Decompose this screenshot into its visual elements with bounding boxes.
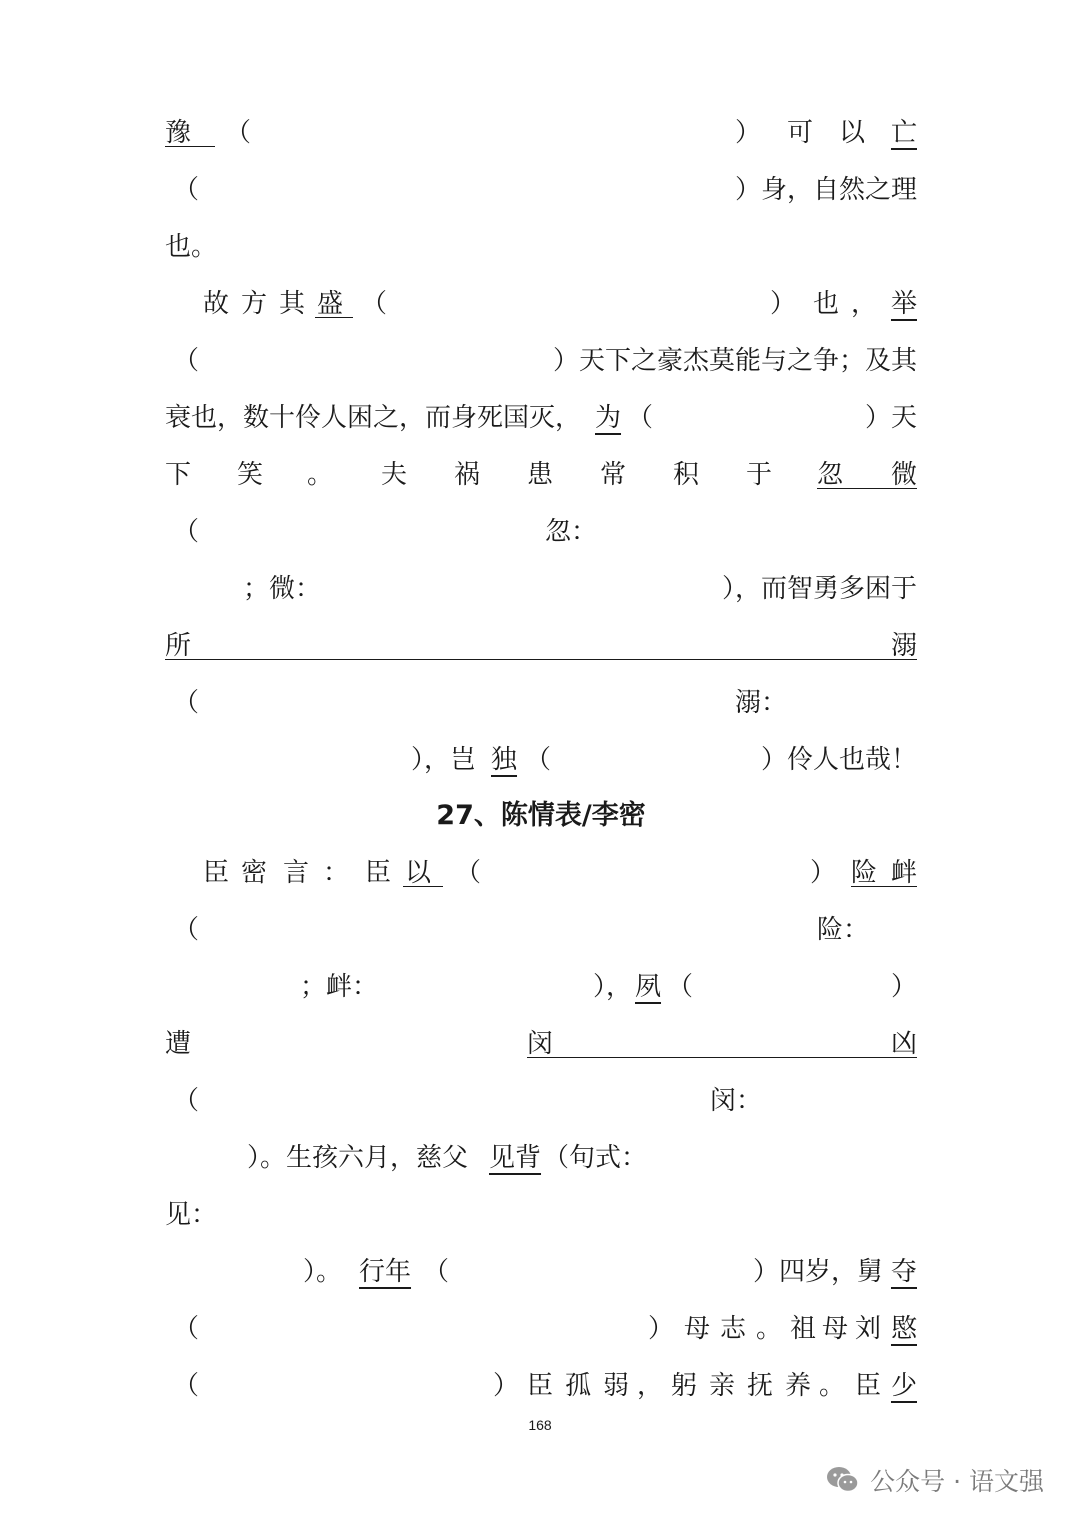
text-line — [165, 110, 917, 156]
char: 积 — [673, 460, 700, 490]
char: ） — [890, 972, 917, 1002]
char: （ — [173, 1086, 200, 1116]
watermark — [826, 1460, 1044, 1500]
char: （ — [173, 517, 200, 547]
text-run: ）。生孩六月，慈父 — [247, 1143, 469, 1173]
char: 也 — [813, 289, 840, 319]
text-run: ）。 — [303, 1257, 343, 1287]
char: （ — [627, 403, 654, 433]
char: 所 — [165, 631, 192, 661]
char: （ — [525, 745, 552, 775]
underline-rule — [315, 317, 353, 318]
char: ） — [810, 858, 837, 888]
char: 言 — [283, 858, 310, 888]
text-line — [165, 452, 917, 498]
char: 养 — [785, 1371, 812, 1401]
section-title: 27、陈情表/李密 — [436, 800, 646, 831]
watermark-text: 公众号 · 语文强 — [870, 1467, 1044, 1496]
char: 盛 — [317, 289, 344, 319]
char: 臣 — [203, 858, 230, 888]
char: ） — [493, 1371, 520, 1401]
text-line — [165, 167, 917, 213]
char: 独 — [491, 745, 518, 775]
char: ） — [648, 1314, 675, 1344]
text-line — [165, 1249, 917, 1295]
char: （ — [173, 915, 200, 945]
char: 母 — [822, 1314, 849, 1344]
text-run: 险： — [817, 915, 870, 945]
char: （ — [361, 289, 388, 319]
char: 臣 — [527, 1371, 554, 1401]
char: （ — [173, 1314, 200, 1344]
char: 可 — [787, 118, 814, 148]
text-run: （句式： — [543, 1143, 648, 1173]
char: 以 — [839, 118, 866, 148]
char: 于 — [746, 460, 773, 490]
text-run: ；微： — [243, 574, 322, 604]
text-run: 衰也，数十伶人困之，而身死国灭， — [165, 403, 582, 433]
char: 豫 — [165, 118, 192, 148]
char: 夙 — [635, 972, 662, 1002]
char: 。 — [307, 460, 334, 490]
char: 少 — [890, 1371, 917, 1401]
wechat-icon — [826, 1466, 860, 1494]
char: 常 — [600, 460, 627, 490]
char: 溺 — [890, 631, 917, 661]
char: 夺 — [890, 1257, 917, 1287]
char: （ — [173, 688, 200, 718]
char: 为 — [595, 403, 622, 433]
page-number: 168 — [528, 1417, 552, 1433]
char: 抚 — [747, 1371, 774, 1401]
text-run: 溺： — [735, 688, 788, 718]
text-line — [165, 281, 917, 327]
text-run: ）， — [593, 972, 633, 1002]
text-run: 也。 — [165, 232, 218, 262]
char: 愍 — [890, 1314, 917, 1344]
char: 微 — [890, 460, 917, 490]
underline-rule — [403, 886, 443, 887]
char: （ — [173, 175, 200, 205]
text-line — [165, 1306, 917, 1352]
underline-rule — [165, 659, 917, 660]
char: 凶 — [890, 1029, 917, 1059]
char: 举 — [890, 289, 917, 319]
text-line — [165, 1192, 917, 1238]
char: 躬 — [671, 1371, 698, 1401]
char: 。 — [819, 1371, 846, 1401]
char: 笑 — [237, 460, 264, 490]
char: 母 — [684, 1314, 711, 1344]
char: 亲 — [709, 1371, 736, 1401]
char: （ — [423, 1257, 450, 1287]
char: 方 — [241, 289, 268, 319]
text-run: ）身，自然之理 — [734, 175, 917, 205]
text-line — [165, 1021, 917, 1067]
text-run: 见： — [165, 1200, 218, 1230]
text-run: ）天 — [864, 403, 917, 433]
text-run: ）天下之豪杰莫能与之争；及其 — [552, 346, 917, 376]
char: ） — [770, 289, 797, 319]
text-line — [165, 964, 917, 1010]
text-line — [165, 509, 917, 555]
text-run: 忽： — [545, 517, 598, 547]
char: 孤 — [565, 1371, 592, 1401]
char: ， — [851, 289, 878, 319]
char: 下 — [165, 460, 192, 490]
char: （ — [667, 972, 694, 1002]
char: 遭 — [165, 1029, 192, 1059]
char: ） — [735, 118, 762, 148]
char: 其 — [279, 289, 306, 319]
char: 夫 — [381, 460, 408, 490]
text-run: ）伶人也哉！ — [760, 745, 917, 775]
char: 患 — [527, 460, 554, 490]
text-line — [165, 395, 917, 441]
text-line — [165, 1135, 917, 1181]
char: 亡 — [890, 118, 917, 148]
text-line — [165, 850, 917, 896]
char: 闵 — [527, 1029, 554, 1059]
text-line — [165, 737, 917, 783]
text-run: 闵： — [710, 1086, 763, 1116]
char: 险 — [851, 858, 878, 888]
char: 刘 — [855, 1314, 882, 1344]
char: （ — [173, 1371, 200, 1401]
char: 密 — [241, 858, 268, 888]
text-run: ）四岁，舅 — [753, 1257, 884, 1287]
char: 志 — [720, 1314, 747, 1344]
text-line — [165, 224, 917, 270]
char: 弱 — [603, 1371, 630, 1401]
text-run: ），而智勇多困于 — [721, 574, 917, 604]
char: 忽 — [817, 460, 844, 490]
char: 祸 — [454, 460, 481, 490]
char: （ — [225, 118, 252, 148]
text-line — [165, 338, 917, 384]
char: （ — [455, 858, 482, 888]
char: 衅 — [890, 858, 917, 888]
text-line — [165, 907, 917, 953]
text-run: ；衅： — [300, 972, 379, 1002]
text-line — [165, 1078, 917, 1124]
char: 臣 — [855, 1371, 882, 1401]
char: 。 — [756, 1314, 783, 1344]
char: 故 — [203, 289, 230, 319]
text-line — [165, 566, 917, 612]
char: ， — [637, 1371, 664, 1401]
text-run: 见背 — [489, 1143, 542, 1173]
char: （ — [173, 346, 200, 376]
char: 祖 — [790, 1314, 817, 1344]
text-run: 行年 — [359, 1257, 412, 1287]
text-run: ），岂 — [411, 745, 477, 775]
text-line — [165, 623, 917, 669]
underline-rule — [165, 146, 215, 147]
underline-rule — [527, 1057, 917, 1058]
text-line — [165, 680, 917, 726]
char: 以 — [405, 858, 432, 888]
char: 臣 — [365, 858, 392, 888]
char: ： — [323, 858, 350, 888]
text-line — [165, 1363, 917, 1409]
